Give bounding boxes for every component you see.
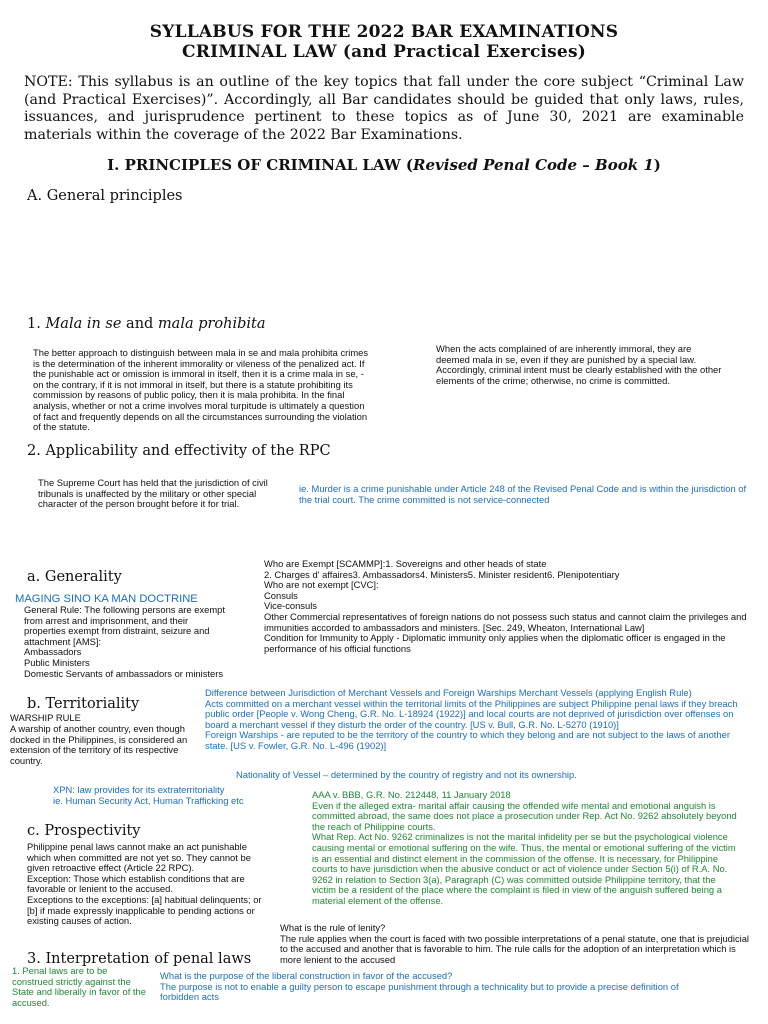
mala-right-note: When the acts complained of are inherently immoral, they are deemed mala in se, even if they are punished by a special law. Accordingly, criminal intent must be clearly established with the other elements of the crime; otherwise, no crime is committed. — [436, 343, 722, 386]
aaa-bbb-block: AAA v. BBB, G.R. No. 212448, 11 January 2018 Even if the alleged extra- marital affair causing the offended wife mental and emotional anguish is committed abroad, the same does not place a prosecution under Rep. Act No. 9262 absolutely beyond the reach of Philippine courts. What Rep. Act No. 9262 criminalizes is not the marital infidelity per se but the psychological violence causing mental or emotional suffering on the wife. Thus, the mental or emotional suffering of the victim is an essential and distinct element in the commission of the offense. It is necessary, for Philippine courts to have jurisdiction when the abusive conduct or act of violence under Section 5(i) of R.A. No. 9262 in relation to Section 3(a), Paragraph (C) was committed outside Philippine territory, that the victim be a resident of the place where the complaint is filed in view of the anguish suffered being a material element of the offense. — [312, 789, 737, 906]
section-mala-num: 1. — [27, 316, 46, 332]
part-heading-text: I. PRINCIPLES OF CRIMINAL LAW ( — [107, 156, 414, 174]
document-title-line2: CRIMINAL LAW (and Practical Exercises) — [182, 42, 586, 62]
liberal-construction-note: What is the purpose of the liberal construction in favor of the accused? The purpose is not to enable a guilty person to escape punishment through a technicality but to provide a precise definition of forbidden acts — [160, 970, 679, 1003]
section-prospectivity: c. Prospectivity — [27, 823, 141, 839]
document-title-line1: SYLLABUS FOR THE 2022 BAR EXAMINATIONS — [149, 22, 619, 42]
murder-note: ie. Murder is a crime punishable under Article 248 of the Revised Penal Code and is within the jurisdiction of the trial court. The crime committed is not service-connected — [299, 483, 747, 505]
maging-doctrine: MAGING SINO KA MAN DOCTRINE — [15, 593, 198, 605]
nationality-note: Nationality of Vessel – determined by the country of registry and not its ownership. — [236, 769, 577, 780]
part-heading-italic: Revised Penal Code – Book 1 — [413, 156, 654, 174]
warship-rule-text: A warship of another country, even though docked in the Philippines, is considered an extension of the territory of its respective country. — [10, 723, 188, 766]
part-heading — [0, 156, 768, 174]
section-interpretation: 3. Interpretation of penal laws — [27, 951, 252, 967]
supreme-court-note: The Supreme Court has held that the jurisdiction of civil tribunals is unaffected by the military or other special character of the person brought before it for trial. — [38, 477, 268, 510]
section-general-principles: A. General principles — [27, 188, 183, 204]
section-mala-a: Mala in se — [45, 316, 122, 332]
xpn-note: XPN: law provides for its extraterritoriality ie. Human Security Act, Human Trafficking etc — [53, 784, 244, 806]
section-territoriality: b. Territoriality — [27, 696, 140, 712]
prospectivity-note: Philippine penal laws cannot make an act punishable which when committed are not yet so. They cannot be given retroactive effect (Article 22 RPC). Exception: Those which establish conditions that are favorable or lenient to the accused. Exceptions to the exceptions: [a] habitual delinquents; or [b] if made expressly inapplicable to pending actions or existing causes of action. — [27, 841, 262, 927]
section-mala-in-se — [27, 316, 266, 332]
section-generality: a. Generality — [27, 569, 122, 585]
penal-strict-note: 1. Penal laws are to be construed strictly against the State and liberally in favor of the accused. — [12, 965, 146, 1008]
section-mala-b: mala prohibita — [157, 316, 266, 332]
general-rule-note: General Rule: The following persons are exempt from arrest and imprisonment, and their properties exempt from distraint, seizure and attachment [AMS]: Ambassadors Public Ministers Domestic Servants of ambassadors or ministers — [24, 604, 225, 679]
rule-of-lenity: What is the rule of lenity? The rule applies when the court is faced with two possible interpretations of a penal statute, one that is prejudicial to the accused and another that is favorable to him. The rule calls for the adoption of an interpretation which is more lenient to the accused — [280, 922, 750, 965]
warship-rule-title: WARSHIP RULE — [10, 712, 81, 723]
mala-left-note: The better approach to distinguish between mala in se and mala prohibita crimes is the determination of the inherent immorality or vileness of the penalized act. If the punishable act or omission is immoral in itself, then it is a crime mala in se, - on the contrary, if it is not immoral in itself, but there is a statute prohibiting its commission by reasons of public policy, then it is mala prohibita. In the final analysis, whether or not a crime involves moral turpitude is ultimately a question of fact and frequently depends on all the circumstances surrounding the violation of the statute. — [33, 347, 369, 433]
section-applicability: 2. Applicability and effectivity of the RPC — [27, 443, 331, 459]
section-mala-and: and — [121, 316, 158, 332]
part-heading-close: ) — [653, 156, 661, 174]
note-paragraph: NOTE: This syllabus is an outline of the key topics that fall under the core subject “Criminal Law (and Practical Exercises)”. Accordingly, all Bar candidates should be guided that only laws, rules, issuances, and jurisprudence pertinent to these topics as of June 30, 2021 are examinable materials within the coverage of the 2022 Bar Examinations. — [24, 74, 744, 143]
exempt-block: Who are Exempt [SCAMMP]:1. Sovereigns and other heads of state 2. Charges d' affaires3. Ambassadors4. Ministers5. Minister resident6. Plenipotentiary Who are not exempt [CVC]: Consuls Vice-consuls Other Commercial representatives of foreign nations do not possess such status and cannot claim the privileges and immunities accorded to ambassadors and ministers. [Sec. 249, Wheaton, International Law] Condition for Immunity to Apply - Diplomatic immunity only applies when the diplomatic officer is engaged in the performance of his official functions — [264, 558, 747, 654]
vessels-block: Difference between Jurisdiction of Merchant Vessels and Foreign Warships Merchant Vessels (applying English Rule) Acts committed on a merchant vessel within the territorial limits of the Philippines are subject Philippine penal laws if they breach public order [People v. Wong Cheng, G.R. No. L-18924 (1922)] and local courts are not deprived of jurisdiction over offenses on board a merchant vessel if they disturb the order of the country. [US v. Bull, G.R. No. L-5270 (1910)] Foreign Warships - are reputed to be the territory of the country to which they belong and are not subject to the laws of another state. [US v. Fowler, G.R. No. L-496 (1902)] — [205, 687, 738, 751]
